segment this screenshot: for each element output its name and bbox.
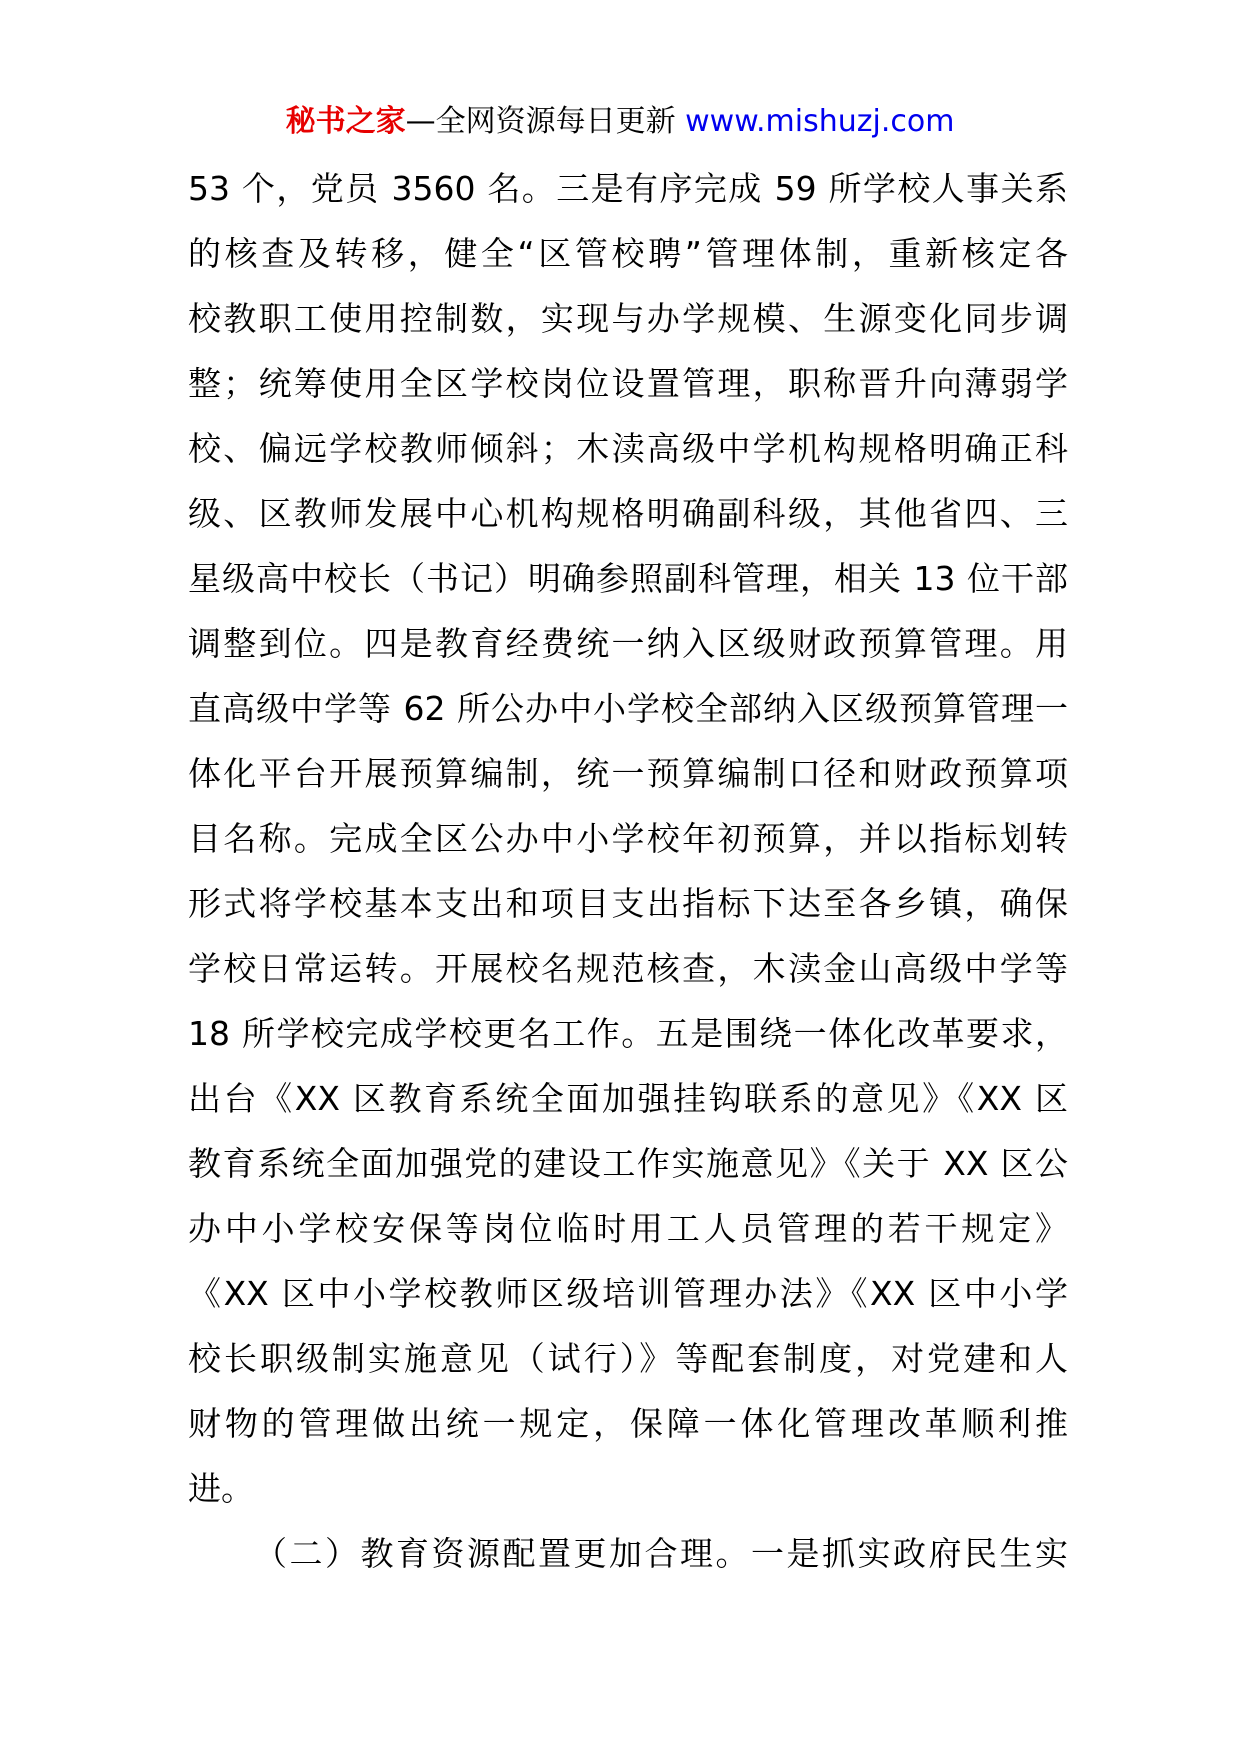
brand-name: 秘书之家 [285, 104, 406, 139]
body-line-14: 18 所学校完成学校更名工作。五是围绕一体化改革要求， [188, 1014, 1068, 1053]
body-line-19: 校长职级制实施意见（试行）》等配套制度，对党建和人 [188, 1339, 1068, 1378]
document-body [188, 165, 1068, 1595]
body-line-11: 目名称。完成全区公办中小学校年初预算，并以指标划转 [188, 819, 1068, 858]
body-line-2: 的核查及转移，健全“区管校聘”管理体制，重新核定各 [188, 234, 1068, 273]
body-line-10: 体化平台开展预算编制，统一预算编制口径和财政预算项 [188, 754, 1068, 793]
body-line-12: 形式将学校基本支出和项目支出指标下达至各乡镇，确保 [188, 884, 1068, 923]
body-line-13: 学校日常运转。开展校名规范核查，木渎金山高级中学等 [188, 949, 1068, 988]
site-header [0, 100, 1240, 144]
body-line-15: 出台《XX 区教育系统全面加强挂钩联系的意见》《XX 区 [188, 1079, 1068, 1118]
body-line-5: 校、偏远学校教师倾斜；木渎高级中学机构规格明确正科 [188, 429, 1068, 468]
body-line-18: 《XX 区中小学校教师区级培训管理办法》《XX 区中小学 [188, 1274, 1068, 1313]
body-line-16: 教育系统全面加强党的建设工作实施意见》《关于 XX 区公 [188, 1144, 1068, 1183]
site-url-link[interactable]: www.mishuzj.com [685, 104, 955, 139]
body-line-1: 53 个，党员 3560 名。三是有序完成 59 所学校人事关系 [188, 169, 1068, 208]
body-line-21: 进。 [188, 1469, 254, 1508]
body-line-6: 级、区教师发展中心机构规格明确副科级，其他省四、三 [188, 494, 1068, 533]
body-line-9: 直高级中学等 62 所公办中小学校全部纳入区级预算管理一 [188, 689, 1068, 728]
body-line-4: 整；统筹使用全区学校岗位设置管理，职称晋升向薄弱学 [188, 364, 1068, 403]
section-heading-line: （二）教育资源配置更加合理。一是抓实政府民生实 [254, 1534, 1068, 1573]
header-slogan: —全网资源每日更新 [405, 104, 686, 139]
body-line-8: 调整到位。四是教育经费统一纳入区级财政预算管理。用 [188, 624, 1068, 663]
body-line-7: 星级高中校长（书记）明确参照副科管理，相关 13 位干部 [188, 559, 1068, 598]
body-line-3: 校教职工使用控制数，实现与办学规模、生源变化同步调 [188, 299, 1068, 338]
body-line-17: 办中小学校安保等岗位临时用工人员管理的若干规定》 [188, 1209, 1068, 1248]
body-line-20: 财物的管理做出统一规定，保障一体化管理改革顺利推 [188, 1404, 1068, 1443]
